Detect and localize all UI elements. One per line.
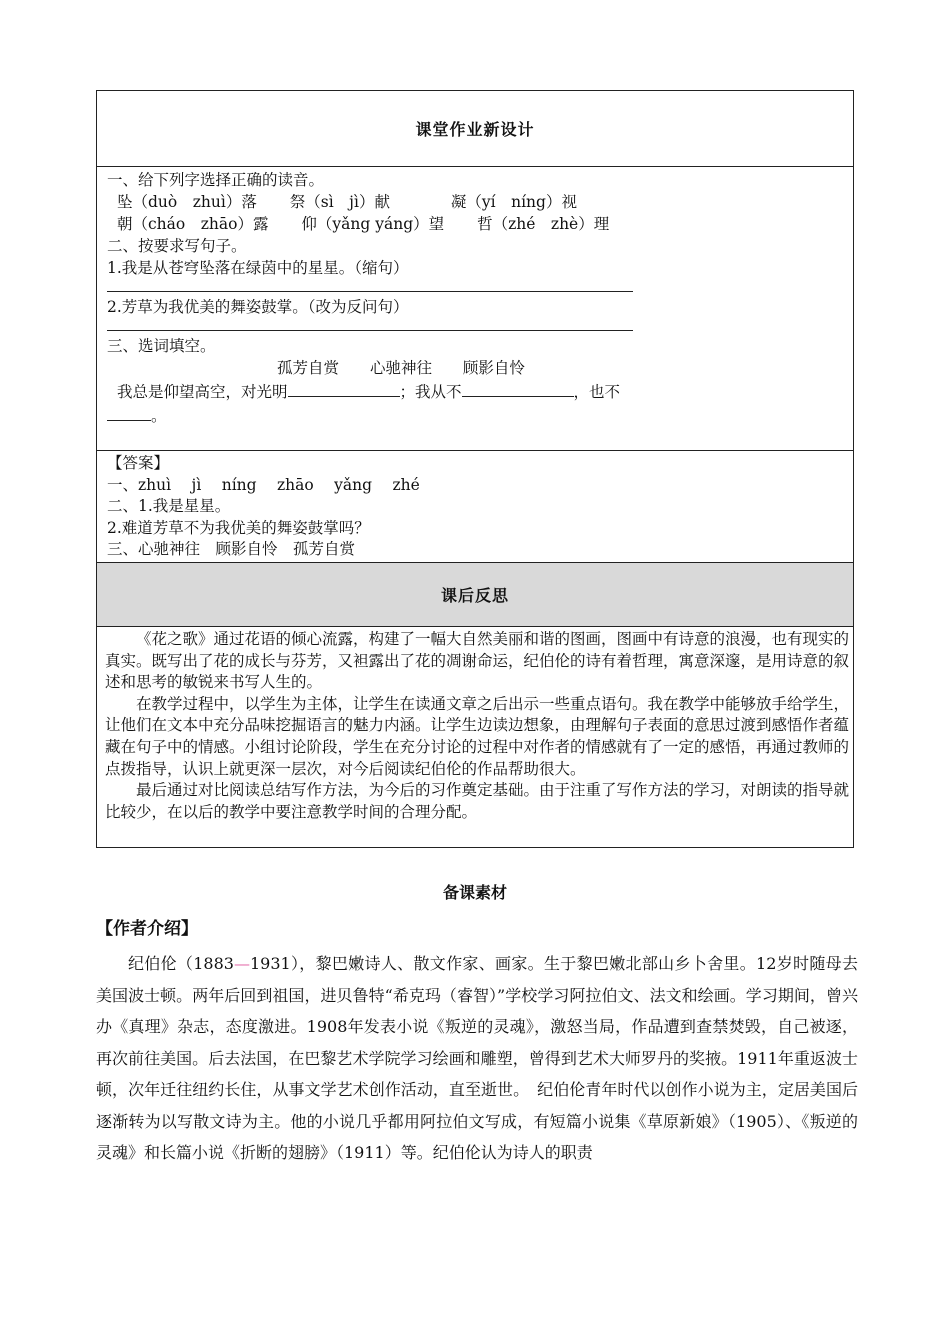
q1-item: 坠（duò zhuì）落 (117, 193, 257, 211)
author-text: 纪伯伦（1883 (128, 954, 234, 973)
q3-title: 三、选词填空。 (107, 337, 216, 355)
author-heading: 【作者介绍】 (96, 919, 198, 939)
q1-item: 哲（zhé zhè）理 (477, 215, 610, 233)
reflection-header (97, 563, 853, 627)
author-paragraph (96, 948, 858, 1169)
reflection-title: 课后反思 (440, 586, 509, 605)
materials-title: 备课素材 (442, 883, 507, 902)
fill-blank (288, 379, 400, 397)
reflection-paragraph: 《花之歌》通过花语的倾心流露，构建了一幅大自然美丽和谐的图画，图画中有诗意的浪漫，也有现实的真实。既写出了花的成长与芬芳，又袒露出了花的凋谢命运，纪伯伦的诗有着哲理，寓意深邃，是用诗意的叙述和思考的敏锐来书写人生的。 (105, 630, 850, 692)
q3-sentence-end (107, 403, 843, 427)
answer-line: 二、1.我是星星。 (107, 497, 231, 515)
q3-choices (107, 357, 843, 379)
q3-sentence-part: 我总是仰望高空，对光明 (117, 383, 288, 401)
reflection-paragraph: 在教学过程中，以学生为主体，让学生在读通文章之后出示一些重点语句。我在教学中能够放手给学生，让他们在文本中充分品味挖掘语言的魅力内涵。让学生边读边想象，由理解句子表面的意思过渡到感悟作者蕴藏在句子中的情感。小组讨论阶段，学生在充分讨论的过程中对作者的情感就有了一定的感悟，再通过教师的点拨指导，认识上就更深一层次，对今后阅读纪伯伦的作品帮助很大。 (105, 694, 850, 778)
q1-item: 仰（yǎng yáng）望 (301, 215, 445, 233)
q1-title: 一、给下列字选择正确的读音。 (107, 171, 325, 189)
q3-choice: 孤芳自赏 (277, 359, 340, 377)
answer-blank-line (107, 318, 633, 331)
fill-blank (462, 379, 574, 397)
author-introduction (96, 948, 858, 1169)
q3-sentence-part: ；我从不 (399, 383, 462, 401)
q3-sentence-part: ，也不 (573, 383, 621, 401)
q3-sentence-part: 。 (151, 407, 167, 425)
q1-item: 祭（sì jì）献 (289, 193, 390, 211)
lesson-table (96, 90, 854, 848)
q1-row-1 (107, 191, 843, 213)
q2-item-2: 2.芳草为我优美的舞姿鼓掌。（改为反问句） (107, 298, 409, 316)
author-text: 1931），黎巴嫩诗人、散文作家、画家。生于黎巴嫩北部山乡卜舍里。12岁时随母去美国波士顿。两年后回到祖国，进贝鲁特“希克玛（睿智）”学校学习阿拉伯文、法文和绘画。学习期间，曾兴办《真理》杂志，态度激进。1908年发表小说《叛逆的灵魂》，激怒当局，作品遭到查禁焚毁，自己被逐，再次前往美国。后去法国，在巴黎艺术学院学习绘画和雕塑，曾得到艺术大师罗丹的奖掖。1911年重返波士顿，次年迁往纽约长住，从事文学艺术创作活动，直至逝世。 纪伯伦青年时代以创作小说为主，定居美国后逐渐转为以写散文诗为主。他的小说几乎都用阿拉伯文写成，有短篇小说集《草原新娘》（1905）、《叛逆的灵魂》和长篇小说《折断的翅膀》（1911）等。纪伯伦认为诗人的职责 (96, 954, 858, 1162)
q1-item: 凝（yí níng）视 (450, 193, 577, 211)
q2-item-1: 1.我是从苍穹坠落在绿茵中的星星。（缩句） (107, 259, 409, 277)
answers-section (97, 451, 853, 563)
reflection-paragraph: 最后通过对比阅读总结写作方法，为今后的习作奠定基础。由于注重了写作方法的学习，对朗读的指导就比较少，在以后的教学中要注意教学时间的合理分配。 (105, 781, 850, 821)
q3-sentence (107, 379, 843, 403)
answer-line: 三、心驰神往 顾影自怜 孤芳自赏 (107, 540, 356, 558)
q2-title: 二、按要求写句子。 (107, 237, 247, 255)
homework-header (97, 91, 853, 167)
q3-choice: 心驰神往 (369, 359, 432, 377)
homework-exercises (97, 167, 853, 451)
reflection-body (97, 627, 853, 847)
answer-line: 一、zhuì jì níng zhāo yǎng zhé (107, 475, 420, 494)
author-dash: — (233, 954, 250, 973)
answer-blank-line (107, 279, 633, 292)
q1-item: 朝（cháo zhāo）露 (117, 215, 269, 233)
fill-blank (107, 403, 151, 421)
answer-line: 2.难道芳草不为我优美的舞姿鼓掌吗？ (107, 518, 370, 537)
answers-heading: 【答案】 (107, 454, 170, 472)
q3-choice: 顾影自怜 (462, 359, 525, 377)
q1-row-2 (107, 213, 843, 235)
homework-title: 课堂作业新设计 (415, 120, 535, 139)
